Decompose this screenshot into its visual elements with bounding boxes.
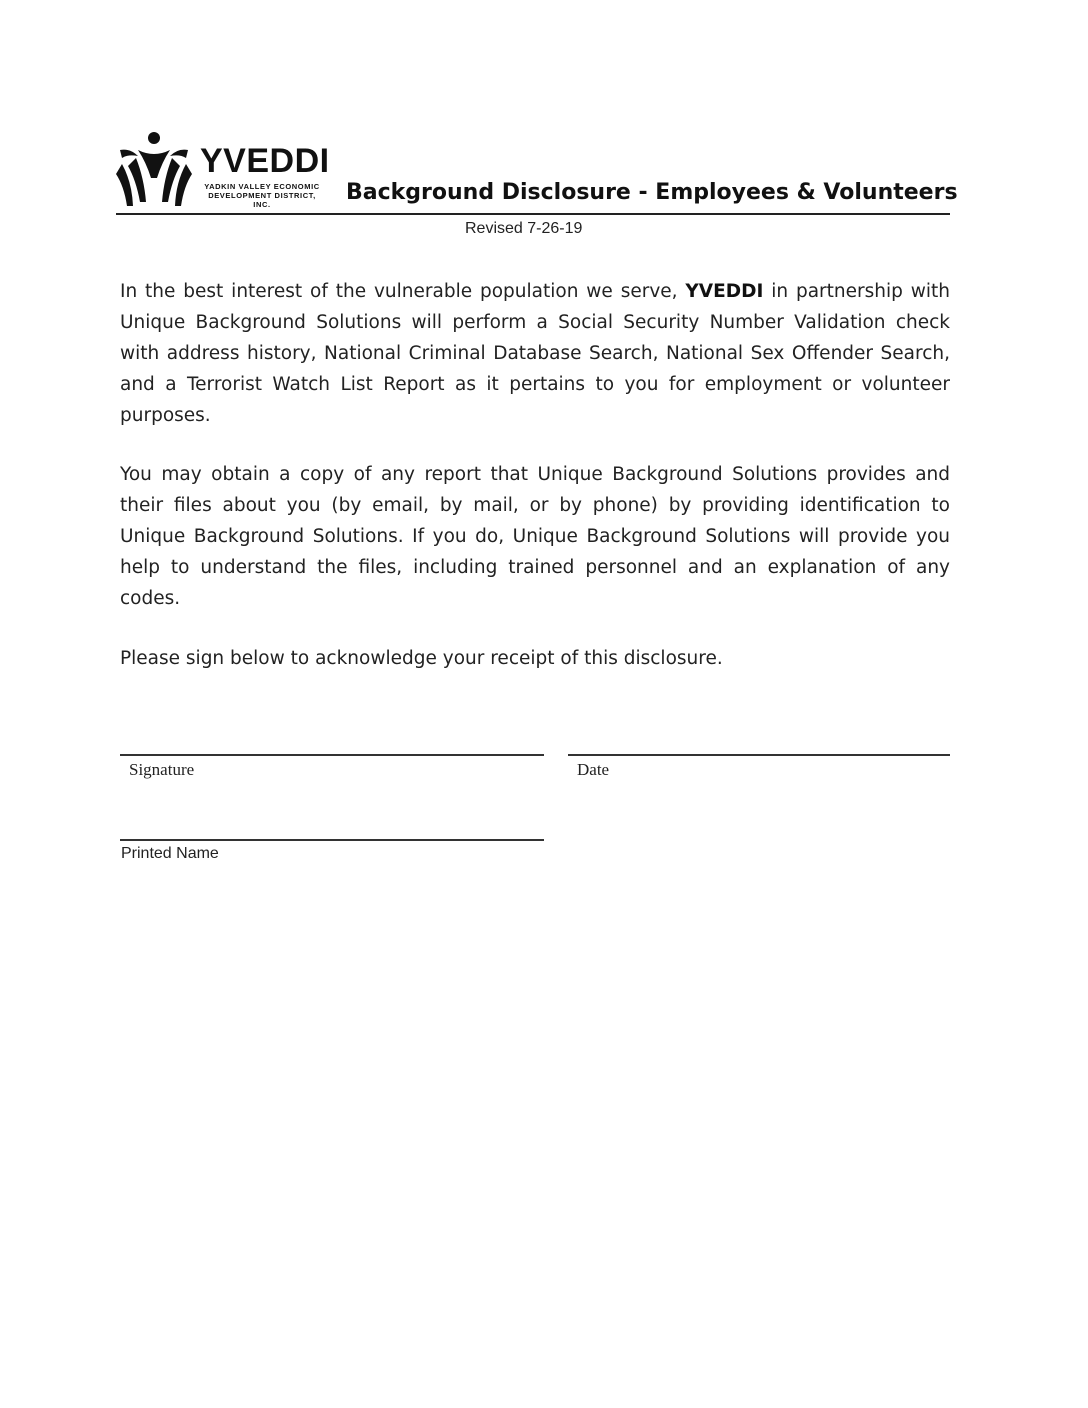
printed-name-label: Printed Name	[121, 845, 219, 862]
paragraph-1-lead: In the best interest of the vulnerable population we serve,	[120, 281, 686, 302]
document-title: Background Disclosure - Employees & Volunteers	[346, 180, 958, 205]
date-label: Date	[577, 760, 610, 779]
people-arches-icon	[116, 128, 200, 210]
logo-subtitle-line2: DEVELOPMENT DISTRICT, INC.	[208, 191, 316, 209]
organization-name: YVEDDI	[685, 281, 764, 302]
signature-label: Signature	[129, 760, 195, 779]
date-line[interactable]	[568, 754, 950, 756]
paragraph-1-rest: in partnership with Unique Background Solutions will perform a Social Security Number Validation check with address history, National Criminal Database Search, National Sex Offender Search, and a Terrorist Watch List Report as it pertains to you for employment or volunteer purposes.	[120, 281, 951, 426]
header-divider	[116, 213, 950, 215]
acknowledgement-instruction: Please sign below to acknowledge your receipt of this disclosure.	[120, 648, 723, 669]
disclosure-paragraph-1	[120, 276, 950, 431]
revision-date: Revised 7-26-19	[465, 220, 583, 237]
signature-line[interactable]	[120, 754, 544, 756]
disclosure-paragraph-2: You may obtain a copy of any report that Unique Background Solutions provides and their files about you (by email, by mail, or by phone) by providing identification to Unique Background Solutions. If you do, Unique Background Solutions will provide you help to understand the files, including trained personnel and an explanation of any codes.	[120, 464, 950, 609]
yveddi-logo	[116, 128, 330, 210]
logo-subtitle-line1: YADKIN VALLEY ECONOMIC	[204, 182, 320, 191]
logo-subtitle	[201, 182, 323, 209]
logo-wordmark: YVEDDI	[200, 142, 330, 180]
printed-name-line[interactable]	[120, 839, 544, 841]
